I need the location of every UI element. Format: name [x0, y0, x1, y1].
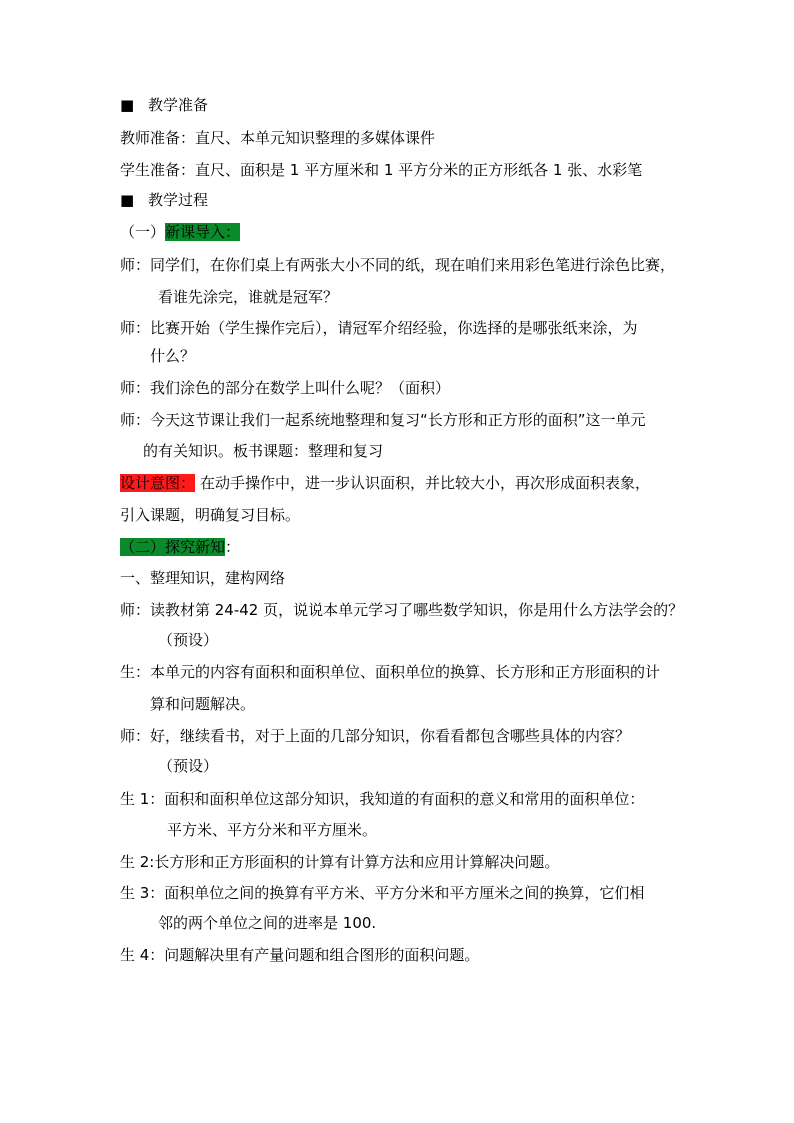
student2-line: 生 2:长方形和正方形面积的计算有计算方法和应用计算解决问题。 [120, 853, 560, 871]
part2-title-highlight: （二）探究新知 [120, 538, 226, 556]
step1-heading: 一、整理知识，建构网络 [120, 569, 286, 587]
student4-line: 生 4：问题解决里有产量问题和组合图形的面积问题。 [120, 946, 480, 964]
heading-text: 教学过程 [148, 191, 209, 209]
part2-suffix: ： [225, 538, 241, 556]
square-bullet-icon: ■ [120, 191, 135, 209]
part2-heading [120, 537, 240, 557]
student1-line-a: 生 1：面积和面积单位这部分知识，我知道的有面积的意义和常用的面积单位： [120, 790, 645, 808]
teacher-line-1a: 师：同学们，在你们桌上有两张大小不同的纸，现在咱们来用彩色笔进行涂色比赛， [120, 256, 676, 274]
student-prep-line: 学生准备：直尺、面积是 1 平方厘米和 1 平方分米的正方形纸各 1 张、水彩笔 [120, 161, 643, 179]
heading-teaching-process [120, 190, 208, 210]
student3-line-a: 生 3：面积单位之间的换算有平方米、平方分米和平方厘米之间的换算，它们相 [120, 884, 645, 902]
design-intent-line-b: 引入课题，明确复习目标。 [120, 506, 301, 524]
teacher-line-2a: 师：比赛开始（学生操作完后），请冠军介绍经验，你选择的是哪张纸来涂，为 [120, 319, 638, 337]
design-intent-label: 设计意图： [120, 474, 196, 492]
part1-heading [120, 222, 240, 242]
teacher-line-5a: 师：读教材第 24-42 页，说说本单元学习了哪些数学知识，你是用什么方法学会的？ [120, 601, 684, 619]
teacher-line-3: 师：我们涂色的部分在数学上叫什么呢？（面积） [120, 379, 451, 397]
heading-teaching-prep [120, 95, 208, 115]
teacher-line-2b: 什么？ [150, 347, 196, 365]
teacher-line-4b: 的有关知识。板书课题：整理和复习 [143, 442, 384, 460]
teacher-line-6a: 师：好，继续看书，对于上面的几部分知识，你看看都包含哪些具体的内容？ [120, 727, 631, 745]
student-line-1b: 算和问题解决。 [150, 695, 256, 713]
teacher-line-4a: 师：今天这节课让我们一起系统地整理和复习“长方形和正方形的面积”这一单元 [120, 411, 646, 429]
square-bullet-icon: ■ [120, 96, 135, 114]
teacher-prep-line: 教师准备：直尺、本单元知识整理的多媒体课件 [120, 129, 436, 147]
student1-line-b: 平方米、平方分米和平方厘米。 [167, 821, 378, 839]
teacher-line-6b: （预设） [158, 757, 219, 775]
student-line-1a: 生：本单元的内容有面积和面积单位、面积单位的换算、长方形和正方形面积的计 [120, 663, 661, 681]
teacher-line-5b: （预设） [158, 631, 219, 649]
teacher-line-1b: 看谁先涂完，谁就是冠军？ [158, 288, 339, 306]
part1-prefix: （一） [120, 223, 166, 241]
design-intent-text: 在动手操作中，进一步认识面积，并比较大小，再次形成面积表象， [200, 474, 651, 492]
part1-title-highlight: 新课导入： [165, 223, 241, 241]
heading-text: 教学准备 [148, 96, 209, 114]
student3-line-b: 邻的两个单位之间的进率是 100. [158, 914, 377, 932]
design-intent-line [120, 473, 650, 493]
